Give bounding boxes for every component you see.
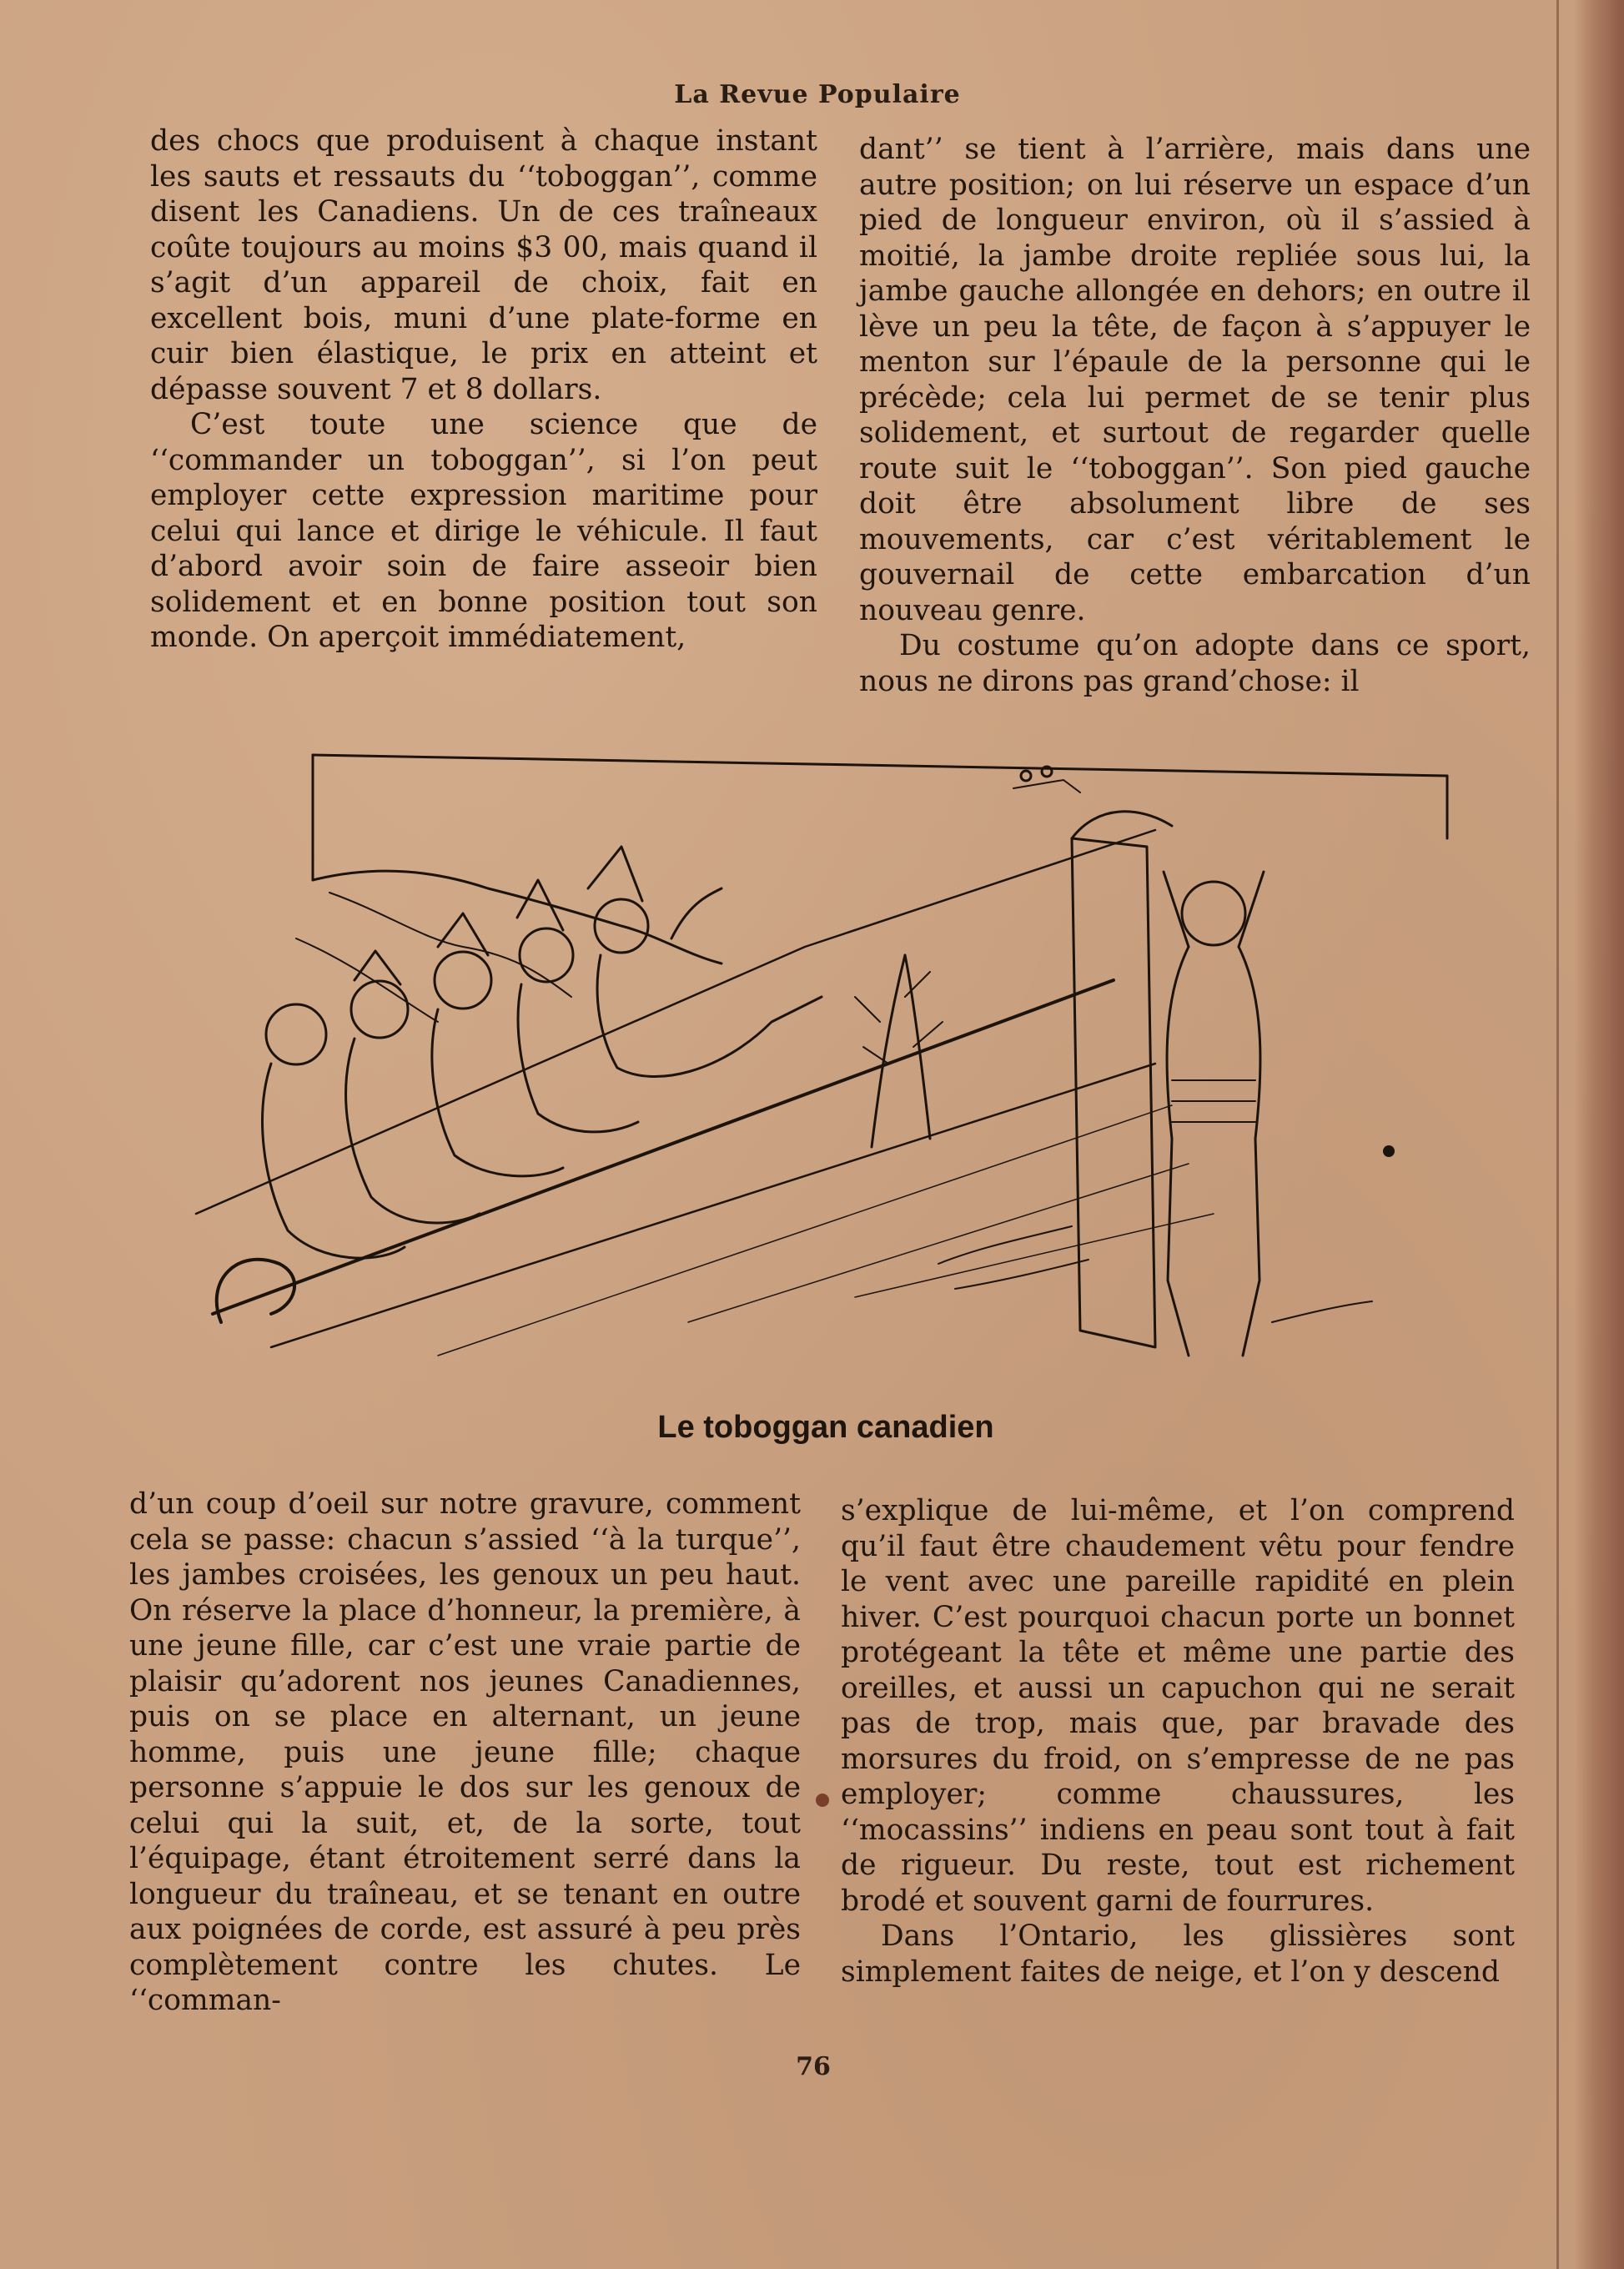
paragraph: Dans l’Ontario, les glissières sont simplement faites de neige, et l’on y descend: [841, 1919, 1515, 1989]
ink-spot: [816, 1794, 829, 1807]
page-fold-line: [1556, 0, 1559, 2269]
toboggan-engraving: [188, 747, 1456, 1406]
paragraph: des chocs que produisent à chaque instant les sauts et ressauts du ‘‘toboggan’’, comme disent les Canadiens. Un de ces traîneaux coûte toujours au moins $3 00, mais quand il s’agit d’un appareil de choix, fait en excellent bois, muni d’une plate-forme en cuir bien élastique, le prix en atteint et dépasse souvent 7 et 8 dollars.: [150, 124, 817, 406]
paragraph: C’est toute une science que de ‘‘commander un toboggan’’, si l’on peut employer cette expression maritime pour celui qui lance et dirige le véhicule. Il faut d’abord avoir soin de faire asseoir bien solidement et en bonne position tout son monde. On aperçoit immédiatement,: [150, 408, 817, 654]
page-number: 76: [796, 2052, 831, 2081]
page-right-edge: [1574, 0, 1624, 2269]
paragraph: s’explique de lui-même, et l’on comprend qu’il faut être chaudement vêtu pour fendre le vent avec une pareille rapidité en plein hiver. C’est pourquoi chacun porte un bonnet protégeant la tête et même une partie des oreilles, et aussi un capuchon qui ne serait pas de trop, mais que, par bravade des morsures du froid, on s’empresse de ne pas employer; comme chaussures, les ‘‘mocassins’’ indiens en peau sont tout à fait de rigueur. Du reste, tout est richement brodé et souvent garni de fourrures.: [841, 1494, 1515, 1918]
column-top-right: [859, 132, 1531, 699]
column-bottom-left: [129, 1487, 801, 2019]
engraving-illustration: [188, 747, 1456, 1406]
paragraph: Du costume qu’on adopte dans ce sport, nous ne dirons pas grand’chose: il: [859, 629, 1531, 698]
column-bottom-right: [841, 1493, 1515, 1990]
paragraph: dant’’ se tient à l’arrière, mais dans une autre position; on lui réserve un espace d’un pied de longueur environ, où il s’assied à moitié, la jambe droite repliée sous lui, la jambe gauche allongée en dehors; en outre il lève un peu la tête, de façon à s’appuyer le menton sur l’épaule de la personne qui le précède; cela lui permet de se tenir plus solidement, et surtout de regarder quelle route suit le ‘‘toboggan’’. Son pied gauche doit être absolument libre de ses mouvements, car c’est véritablement le gouvernail de cette embarcation d’un nouveau genre.: [859, 133, 1531, 627]
figure-caption: Le toboggan canadien: [657, 1410, 994, 1445]
column-top-left: [150, 123, 817, 656]
paragraph: d’un coup d’oeil sur notre gravure, comment cela se passe: chacun s’assied ‘‘à la turque’’, les jambes croisées, les genoux un peu haut. On réserve la place d’honneur, la première, à une jeune fille, car c’est une vraie partie de plaisir qu’adorent nos jeunes Canadiennes, puis on se place en alternant, un jeune homme, puis une jeune fille; chaque personne s’appuie le dos sur les genoux de celui qui la suit, et, de la sorte, tout l’équipage, étant étroitement serré dans la longueur du traîneau, et se tenant en outre aux poignées de corde, est assuré à peu près complètement contre les chutes. Le ‘‘comman-: [129, 1487, 801, 2017]
running-title: La Revue Populaire: [674, 80, 961, 109]
